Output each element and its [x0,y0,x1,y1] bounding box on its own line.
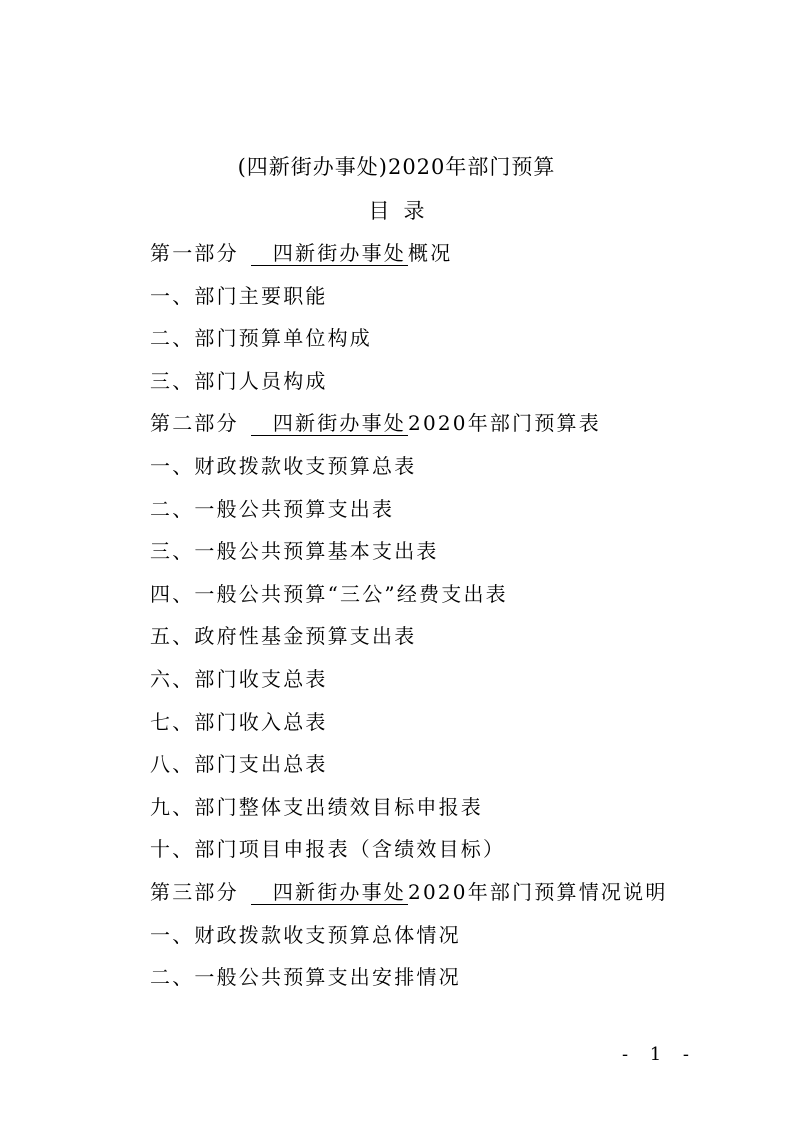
toc-item: 七、部门收入总表 [150,709,328,734]
toc-item: 一、财政拨款收支预算总表 [150,453,417,478]
toc-item: 六、部门收支总表 [150,666,328,691]
document-title: (四新街办事处)2020年部门预算 [237,155,556,179]
toc-part-heading-3 [150,878,710,921]
part-suffix: 2020年部门预算情况说明 [408,879,668,904]
part-prefix: 第三部分 [150,879,239,904]
toc-item: 二、一般公共预算支出表 [150,496,395,521]
part-prefix: 第二部分 [150,411,239,436]
part-suffix: 概况 [408,241,453,265]
toc-item: 三、一般公共预算基本支出表 [150,539,439,564]
toc-item: 二、一般公共预算支出安排情况 [150,965,461,990]
part-prefix: 第一部分 [150,241,239,265]
toc-item: 一、部门主要职能 [150,283,328,308]
toc-item: 三、部门人员构成 [150,368,328,393]
underlined-unit-name: 四新街办事处 [251,411,408,436]
toc-item: 九、部门整体支出绩效目标申报表 [150,794,483,819]
toc-item: 二、部门预算单位构成 [150,326,372,351]
toc-heading: 目录 [368,199,439,223]
toc-item: 八、部门支出总表 [150,752,328,777]
toc-part-heading-1 [150,239,710,282]
toc-part-heading-2 [150,409,710,452]
part-suffix: 2020年部门预算表 [408,411,601,436]
underlined-unit-name: 四新街办事处 [251,880,408,905]
toc-item: 四、一般公共预算“三公”经费支出表 [150,581,508,606]
toc-item: 十、部门项目申报表（含绩效目标） [150,837,506,862]
toc-item: 一、财政拨款收支预算总体情况 [150,922,461,947]
underlined-unit-name: 四新街办事处 [251,241,408,266]
toc-item: 五、政府性基金预算支出表 [150,624,417,649]
page-number: - 1 - [621,1044,697,1065]
table-of-contents [150,239,710,1006]
